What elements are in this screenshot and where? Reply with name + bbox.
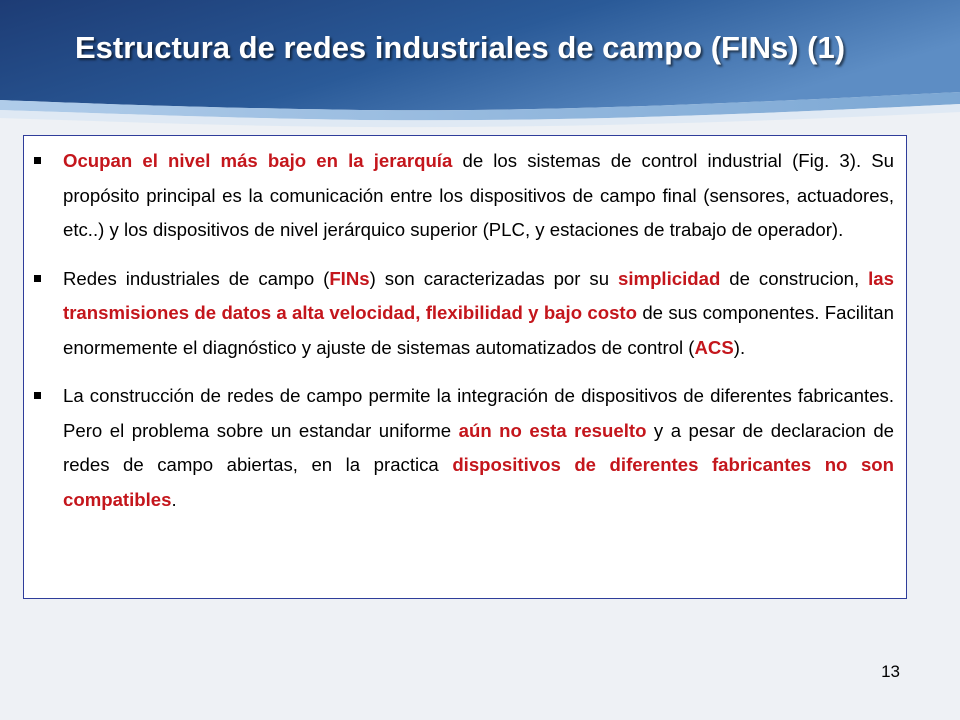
bullet-text	[63, 268, 894, 358]
highlight-text: Ocupan el nivel más bajo en la jerarquía	[63, 150, 453, 171]
bullet-item	[34, 262, 894, 366]
bullet-text	[63, 150, 894, 240]
slide-title: Estructura de redes industriales de campo (FINs) (1)	[75, 30, 846, 65]
bullet-item	[34, 144, 894, 248]
bullet-item	[34, 379, 894, 517]
highlight-text: simplicidad	[618, 267, 721, 289]
content-box	[23, 135, 907, 599]
square-bullet-icon	[34, 275, 41, 282]
bullet-text	[63, 385, 894, 510]
highlight-text: FINs	[329, 267, 370, 289]
body-text: Redes industriales de campo (	[63, 267, 330, 289]
highlight-text: aún no esta resuelto	[458, 419, 647, 441]
highlight-text: ACS	[694, 336, 734, 358]
square-bullet-icon	[34, 157, 41, 164]
square-bullet-icon	[34, 392, 41, 399]
body-text: y a pesar de declaracion de redes de campo abiertas, en la practica	[63, 419, 895, 475]
body-text: de sus componentes. Facilitan enormemente el diagnóstico y ajuste de sistemas automatizados de control (	[63, 302, 894, 358]
body-text: ) son caracterizadas por su	[369, 267, 619, 289]
highlight-text: las transmisiones de datos a alta velocidad, flexibilidad y bajo costo	[63, 267, 894, 323]
body-text: ).	[733, 336, 746, 358]
header-banner	[0, 0, 960, 130]
body-text: La construcción de redes de campo permite la integración de dispositivos de diferentes fabricantes. Pero el problema sobre un estandar uniforme	[63, 385, 894, 441]
page-number: 13	[881, 662, 900, 681]
highlight-text: dispositivos de diferentes fabricantes no son compatibles	[63, 454, 894, 510]
body-text: de los sistemas de control industrial (Fig. 3). Su propósito principal es la comunicación entre los dispositivos de campo final (sensores, actuadores, etc..) y los dispositivos de nivel jerárquico superior (PLC, y estaciones de trabajo de operador).	[63, 150, 894, 240]
body-text: .	[171, 488, 177, 510]
body-text: de construcion,	[720, 267, 869, 289]
